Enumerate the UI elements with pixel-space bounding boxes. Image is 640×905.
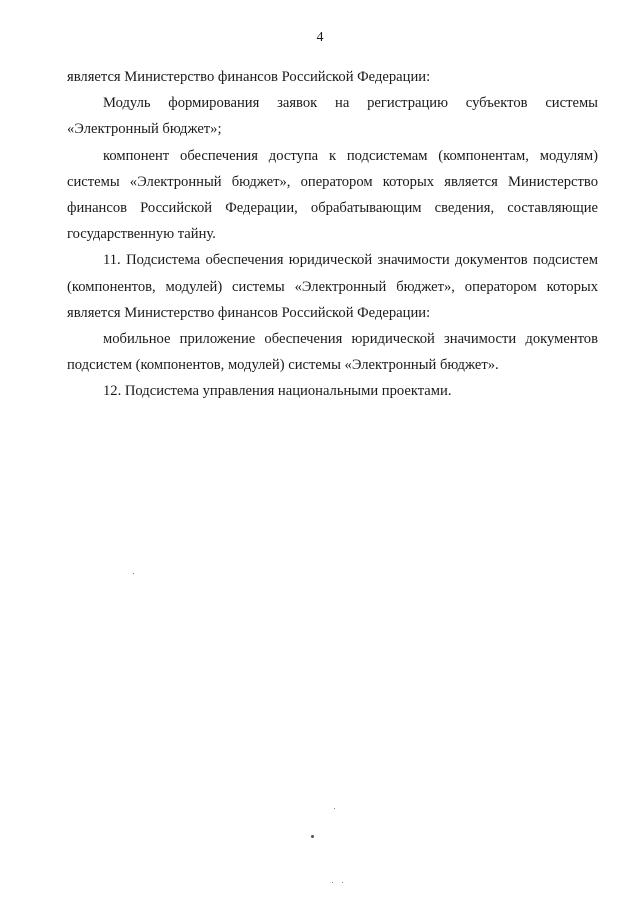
paragraph-item-11: 11. Подсистема обеспечения юридической значимости документов подсистем (компонентов, модулей) системы «Электронный бюджет», оператором которых является Министерство финансов Российской Федерации: <box>67 252 598 321</box>
scan-speck <box>311 835 314 838</box>
paragraph-item-12: 12. Подсистема управления национальными проектами. <box>103 383 452 400</box>
document-body <box>67 64 598 405</box>
paragraph-mobile-app: мобильное приложение обеспечения юридической значимости документов подсистем (компонентов, модулей) системы «Электронный бюджет». <box>67 331 598 374</box>
scan-speck <box>332 882 333 883</box>
scan-speck <box>342 882 343 883</box>
paragraph-module-applications: Модуль формирования заявок на регистрацию субъектов системы «Электронный бюджет»; <box>67 95 598 138</box>
scan-speck <box>133 573 134 574</box>
page-number: 4 <box>316 30 324 45</box>
paragraph-access-component: компонент обеспечения доступа к подсистемам (компонентам, модулям) системы «Электронный бюджет», оператором которых является Министерство финансов Российской Федерации, обрабатывающим сведения, составляющие государственную тайну. <box>67 147 598 243</box>
paragraph-continuation: является Министерство финансов Российской Федерации: <box>67 69 431 85</box>
scan-speck <box>334 808 335 809</box>
